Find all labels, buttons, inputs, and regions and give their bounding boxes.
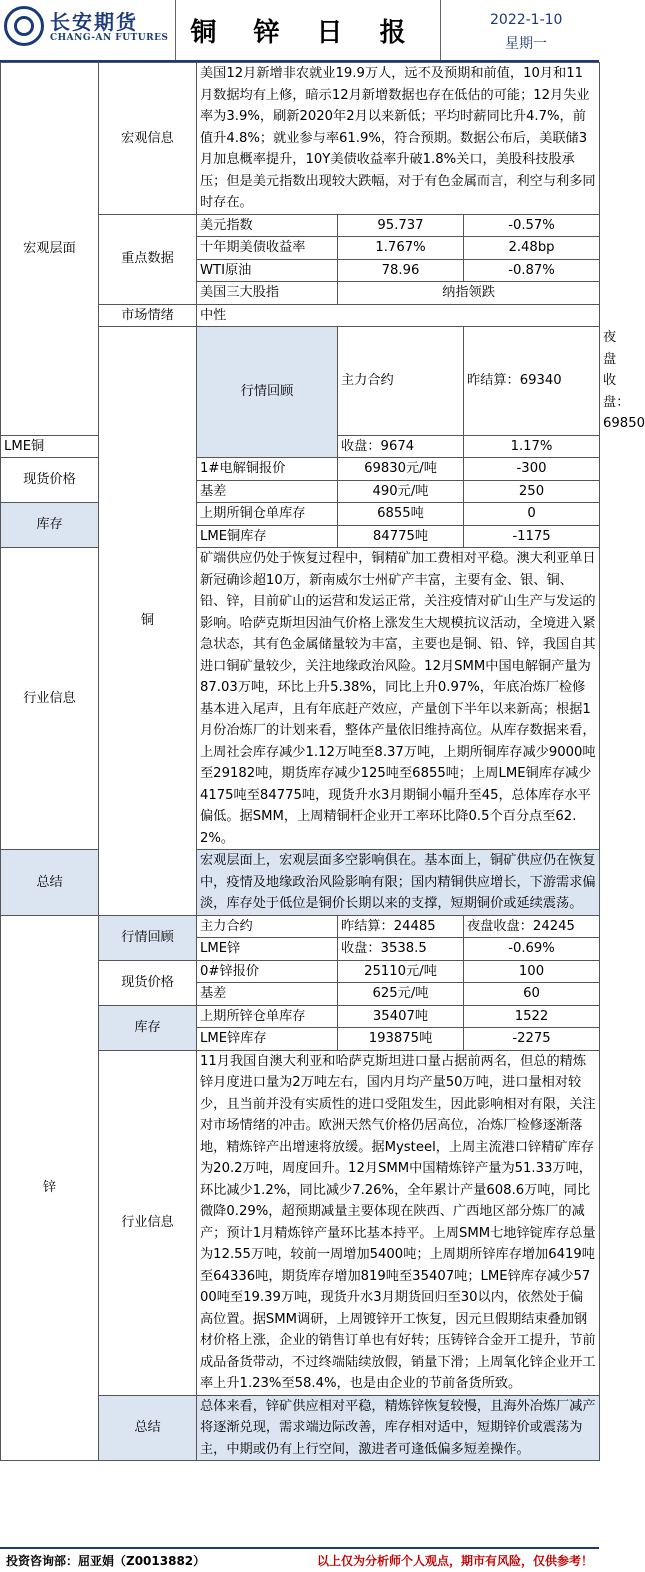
table-cell: 昨结算：69340	[464, 327, 600, 436]
report-header	[0, 0, 599, 62]
report-table: 宏观层面 宏观信息 美国12月新增非农就业19.9万人，远不及预期和前值，10月和11月数据均有上修，暗示12月新增数据也存在低估的可能；12月失业率为3.9%，刷新2020年2月以来新低；平均时薪同比升4.7%，前值升4.8%；就业参与率61.9%，符合预期。数据公布后，美联储3月加息概率提升，10Y美债收益率升破1.8%关口，美股科技股承压；但是美元指数出现较大跌幅，对于有色金属而言，利空与利多同时存在。 重点数据 美元指数 95.737 -0.57% 十年期美债收益率 1.767% 2.48bp WTI原油 78.96 -0.87% 美国三大股指 纳指领跌 市场情绪 中性 铜 行情回顾 主力合约 昨结算：69340 夜盘收盘：69850 LME铜 收盘：9674 1.17% 现货价格 1#电解铜报价 69830元/吨 -300 基差 490元/吨 250 库存 上期所铜仓单库存 6855吨 0 LME铜库存 84775吨 -1175 行业信息 矿端供应仍处于恢复过程中，铜精矿加工费相对平稳。澳大利亚单日新冠确诊超10万，新南威尔士州矿产丰富，主要有金、银、铜、铅、锌，目前矿山的运营和发运正常，关注疫情对矿山生产与发运的影响。哈萨克斯坦因油气价格上涨发生大规模抗议活动，全境进入紧急状态，其有色金属储量较为丰富，主要也是铜、铅、锌，我国自其进口铜矿量较少，关注地缘政治风险。12月SMM中国电解铜产量为87.03万吨，环比上升5.38%，同比上升0.97%，年底冶炼厂检修基本进入尾声，且有年底赶产效应，产量创下半年以来新高；根据1月份冶炼厂的计划来看，整体产量依旧维持高位。从库存数据来看，上周社会库存减少1.12万吨至8.37万吨，上期所铜库存减少9000吨至29182吨，期货库存减少125吨至6855吨；上周LME铜库存减少4175吨至84775吨，现货升水3月期铜小幅升至45，总体库存水平偏低。据SMM，上周精铜杆企业开工率环比降0.5个百分点至62.2%。 总结 宏观层面上，宏观层面多空影响俱在。基本面上，铜矿供应仍在恢复中，疫情及地缘政治风险影响有限；国内精铜供应增长，下游需求偏淡，库存处于低位是铜价长期以来的支撑，短期铜价或延续震荡。 锌 行情回顾 主力合约 昨结算：24485 夜盘收盘：24245 LME锌 收盘：3538.5 -0.69% 现货价格 0#锌报价 25110元/吨 100 基差 625元/吨 60 库存 上期所锌仓单库存 35407吨 1522 LME锌库存 193875吨 -2275 行业信息 11月我国自澳大利亚和哈萨克斯坦进口量占据前两名，但总的精炼锌月度进口量为2万吨左右，国内月均产量50万吨，进口量相对较少，且当前并没有实质性的进口受阻发生，因此影响相对有限，关注对市场情绪的冲击。欧洲天然气价格仍居高位，冶炼厂检修逐渐落地，精炼锌产出增速将放缓。据Mysteel，上周主流港口锌精矿库存为20.2万吨，周度回升。12月SMM中国精炼锌产量为51.33万吨，环比减少1.2%，同比减少7.26%，全年累计产量608.6万吨，同比微降0.29%，超预期减量主要体现在陕西、广西地区部分炼厂的减产；预计1月精炼锌产量环比基本持平。上周SMM七地锌锭库存总量为12.55万吨，较前一周增加5400吨；上周期所锌库存增加6419吨至64336吨，期货库存增加819吨至35407吨；LME锌库存减少5700吨至19.39万吨，现货升水3月期货回归至30以内，依然处于偏高位置。据SMM调研，上周镀锌开工恢复，因元旦假期结束叠加钢材价格上涨，企业的销售订单也有好转；压铸锌合金开工提升，节前成品备货带动，不过终端陆续放假，销量下滑；上周氧化锌企业开工率上升1.23%至58.4%，也是由企业的节前备货所致。 总结 总体来看，锌矿供应相对平稳，精炼锌恢复较慢，且海外冶炼厂减产将逐渐兑现，需求端边际改善，库存相对适中，短期锌价或震荡为主，中期或仍有上行空间，激进者可逢低偏多短差操作。	[0, 62, 600, 1461]
key-data-change: -0.87%	[464, 259, 600, 282]
key-data-name: 十年期美债收益率	[197, 237, 338, 260]
report-weekday: 星期一	[505, 36, 547, 52]
table-cell: 625元/吨	[338, 983, 464, 1006]
table-cell: LME铜	[1, 435, 99, 458]
table-cell: -0.69%	[464, 938, 600, 961]
analyst-credit: 投资咨询部：屈亚娟（Z0013882）	[6, 1554, 206, 1568]
section-macro: 宏观层面	[1, 63, 99, 436]
table-cell: 100	[464, 960, 600, 983]
table-cell: LME锌	[197, 938, 338, 961]
table-cell: 0#锌报价	[197, 960, 338, 983]
table-cell: 1522	[464, 1005, 600, 1028]
key-data-name: 美元指数	[197, 214, 338, 237]
table-cell: 基差	[197, 983, 338, 1006]
table-cell: 收盘：3538.5	[338, 938, 464, 961]
stocks-name: 美国三大股指	[197, 282, 338, 305]
key-data-name: WTI原油	[197, 259, 338, 282]
zinc-market-label: 行情回顾	[99, 915, 197, 960]
table-cell: 69830元/吨	[338, 458, 464, 481]
zinc-industry-text: 11月我国自澳大利亚和哈萨克斯坦进口量占据前两名，但总的精炼锌月度进口量为2万吨左右，国内月均产量50万吨，进口量相对较少，且当前并没有实质性的进口受阻发生，因此影响相对有限，关注对市场情绪的冲击。欧洲天然气价格仍居高位，冶炼厂检修逐渐落地，精炼锌产出增速将放缓。据Mysteel，上周主流港口锌精矿库存为20.2万吨，周度回升。12月SMM中国精炼锌产量为51.33万吨，环比减少1.2%，同比减少7.26%，全年累计产量608.6万吨，同比微降0.29%，超预期减量主要体现在陕西、广西地区部分炼厂的减产；预计1月精炼锌产量环比基本持平。上周SMM七地锌锭库存总量为12.55万吨，较前一周增加5400吨；上周期所锌库存增加6419吨至64336吨，期货库存增加819吨至35407吨；LME锌库存减少5700吨至19.39万吨，现货升水3月期货回归至30以内，依然处于偏高位置。据SMM调研，上周镀锌开工恢复，因元旦假期结束叠加钢材价格上涨，企业的销售订单也有好转；压铸锌合金开工提升，节前成品备货带动，不过终端陆续放假，销量下滑；上周氧化锌企业开工率上升1.23%至58.4%，也是由企业的节前备货所致。	[197, 1050, 600, 1395]
sentiment-value: 中性	[197, 304, 600, 327]
section-zinc: 锌	[1, 915, 99, 1461]
table-cell: LME锌库存	[197, 1028, 338, 1051]
copper-stock-label: 库存	[1, 503, 99, 548]
table-cell: 193875吨	[338, 1028, 464, 1051]
table-cell: 250	[464, 480, 600, 503]
sentiment-label: 市场情绪	[99, 304, 197, 327]
copper-summary-label: 总结	[1, 850, 99, 916]
logo-ring	[14, 16, 34, 36]
zinc-summary-label: 总结	[99, 1395, 197, 1461]
divider	[440, 0, 441, 60]
key-data-value: 78.96	[338, 259, 464, 282]
copper-industry-label: 行业信息	[1, 548, 99, 850]
divider	[175, 0, 176, 60]
table-cell: LME铜库存	[197, 525, 338, 548]
table-cell: 基差	[197, 480, 338, 503]
table-cell: 主力合约	[197, 915, 338, 938]
copper-market-label: 行情回顾	[197, 327, 338, 458]
macro-info-label: 宏观信息	[99, 63, 197, 215]
risk-disclaimer: 以上仅为分析师个人观点，期市有风险，仅供参考！	[316, 1554, 593, 1568]
table-cell: 主力合约	[338, 327, 464, 436]
table-cell: -300	[464, 458, 600, 481]
macro-info-text: 美国12月新增非农就业19.9万人，远不及预期和前值，10月和11月数据均有上修，暗示12月新增数据也存在低估的可能；12月失业率为3.9%，刷新2020年2月以来新低；平均时薪同比升4.7%，前值升4.8%；就业参与率61.9%，符合预期。数据公布后，美联储3月加息概率提升，10Y美债收益率升破1.8%关口，美股科技股承压；但是美元指数出现较大跌幅，对于有色金属而言，利空与利多同时存在。	[197, 63, 600, 215]
key-data-change: 2.48bp	[464, 237, 600, 260]
key-data-label: 重点数据	[99, 214, 197, 304]
key-data-value: 95.737	[338, 214, 464, 237]
copper-industry-text: 矿端供应仍处于恢复过程中，铜精矿加工费相对平稳。澳大利亚单日新冠确诊超10万，新南威尔士州矿产丰富，主要有金、银、铜、铅、锌，目前矿山的运营和发运正常，关注疫情对矿山生产与发运的影响。哈萨克斯坦因油气价格上涨发生大规模抗议活动，全境进入紧急状态，其有色金属储量较为丰富，主要也是铜、铅、锌，我国自其进口铜矿量较少，关注地缘政治风险。12月SMM中国电解铜产量为87.03万吨，环比上升5.38%，同比上升0.97%，年底冶炼厂检修基本进入尾声，且有年底赶产效应，产量创下半年以来新高；根据1月份冶炼厂的计划来看，整体产量依旧维持高位。从库存数据来看，上周社会库存减少1.12万吨至8.37万吨，上期所铜库存减少9000吨至29182吨，期货库存减少125吨至6855吨；上周LME铜库存减少4175吨至84775吨，现货升水3月期铜小幅升至45，总体库存水平偏低。据SMM，上周精铜杆企业开工率环比降0.5个百分点至62.2%。	[197, 548, 600, 850]
table-cell: 收盘：9674	[338, 435, 464, 458]
zinc-industry-label: 行业信息	[99, 1050, 197, 1395]
table-cell: 490元/吨	[338, 480, 464, 503]
table-cell: 上期所锌仓单库存	[197, 1005, 338, 1028]
copper-summary-text: 宏观层面上，宏观层面多空影响俱在。基本面上，铜矿供应仍在恢复中，疫情及地缘政治风险影响有限；国内精铜供应增长，下游需求偏淡，库存处于低位是铜价长期以来的支撑，短期铜价或延续震荡。	[197, 850, 600, 916]
report-footer	[0, 1547, 599, 1572]
brand-name-en: CHANG-AN FUTURES	[50, 33, 169, 43]
key-data-value: 1.767%	[338, 237, 464, 260]
zinc-summary-text: 总体来看，锌矿供应相对平稳，精炼锌恢复较慢，且海外冶炼厂减产将逐渐兑现，需求端边际改善，库存相对适中，短期锌价或震荡为主，中期或仍有上行空间，激进者可逢低偏多短差操作。	[197, 1395, 600, 1461]
table-cell: -2275	[464, 1028, 600, 1051]
table-cell: 上期所铜仓单库存	[197, 503, 338, 526]
section-copper: 铜	[99, 327, 197, 916]
company-logo-icon	[4, 6, 44, 46]
table-cell: -1175	[464, 525, 600, 548]
table-cell: 1.17%	[464, 435, 600, 458]
stocks-value: 纳指领跌	[338, 282, 600, 305]
brand-name: 长安期货	[50, 10, 138, 34]
table-cell: 35407吨	[338, 1005, 464, 1028]
report-date: 2022-1-10	[490, 12, 563, 28]
copper-spot-label: 现货价格	[1, 458, 99, 503]
table-cell: 0	[464, 503, 600, 526]
table-cell: 84775吨	[338, 525, 464, 548]
zinc-spot-label: 现货价格	[99, 960, 197, 1005]
table-cell: 夜盘收盘：24245	[464, 915, 600, 938]
table-cell: 昨结算：24485	[338, 915, 464, 938]
table-cell: 6855吨	[338, 503, 464, 526]
zinc-stock-label: 库存	[99, 1005, 197, 1050]
key-data-change: -0.57%	[464, 214, 600, 237]
table-cell: 25110元/吨	[338, 960, 464, 983]
table-cell: 1#电解铜报价	[197, 458, 338, 481]
table-cell: 60	[464, 983, 600, 1006]
report-title: 铜 锌 日 报	[190, 18, 420, 48]
